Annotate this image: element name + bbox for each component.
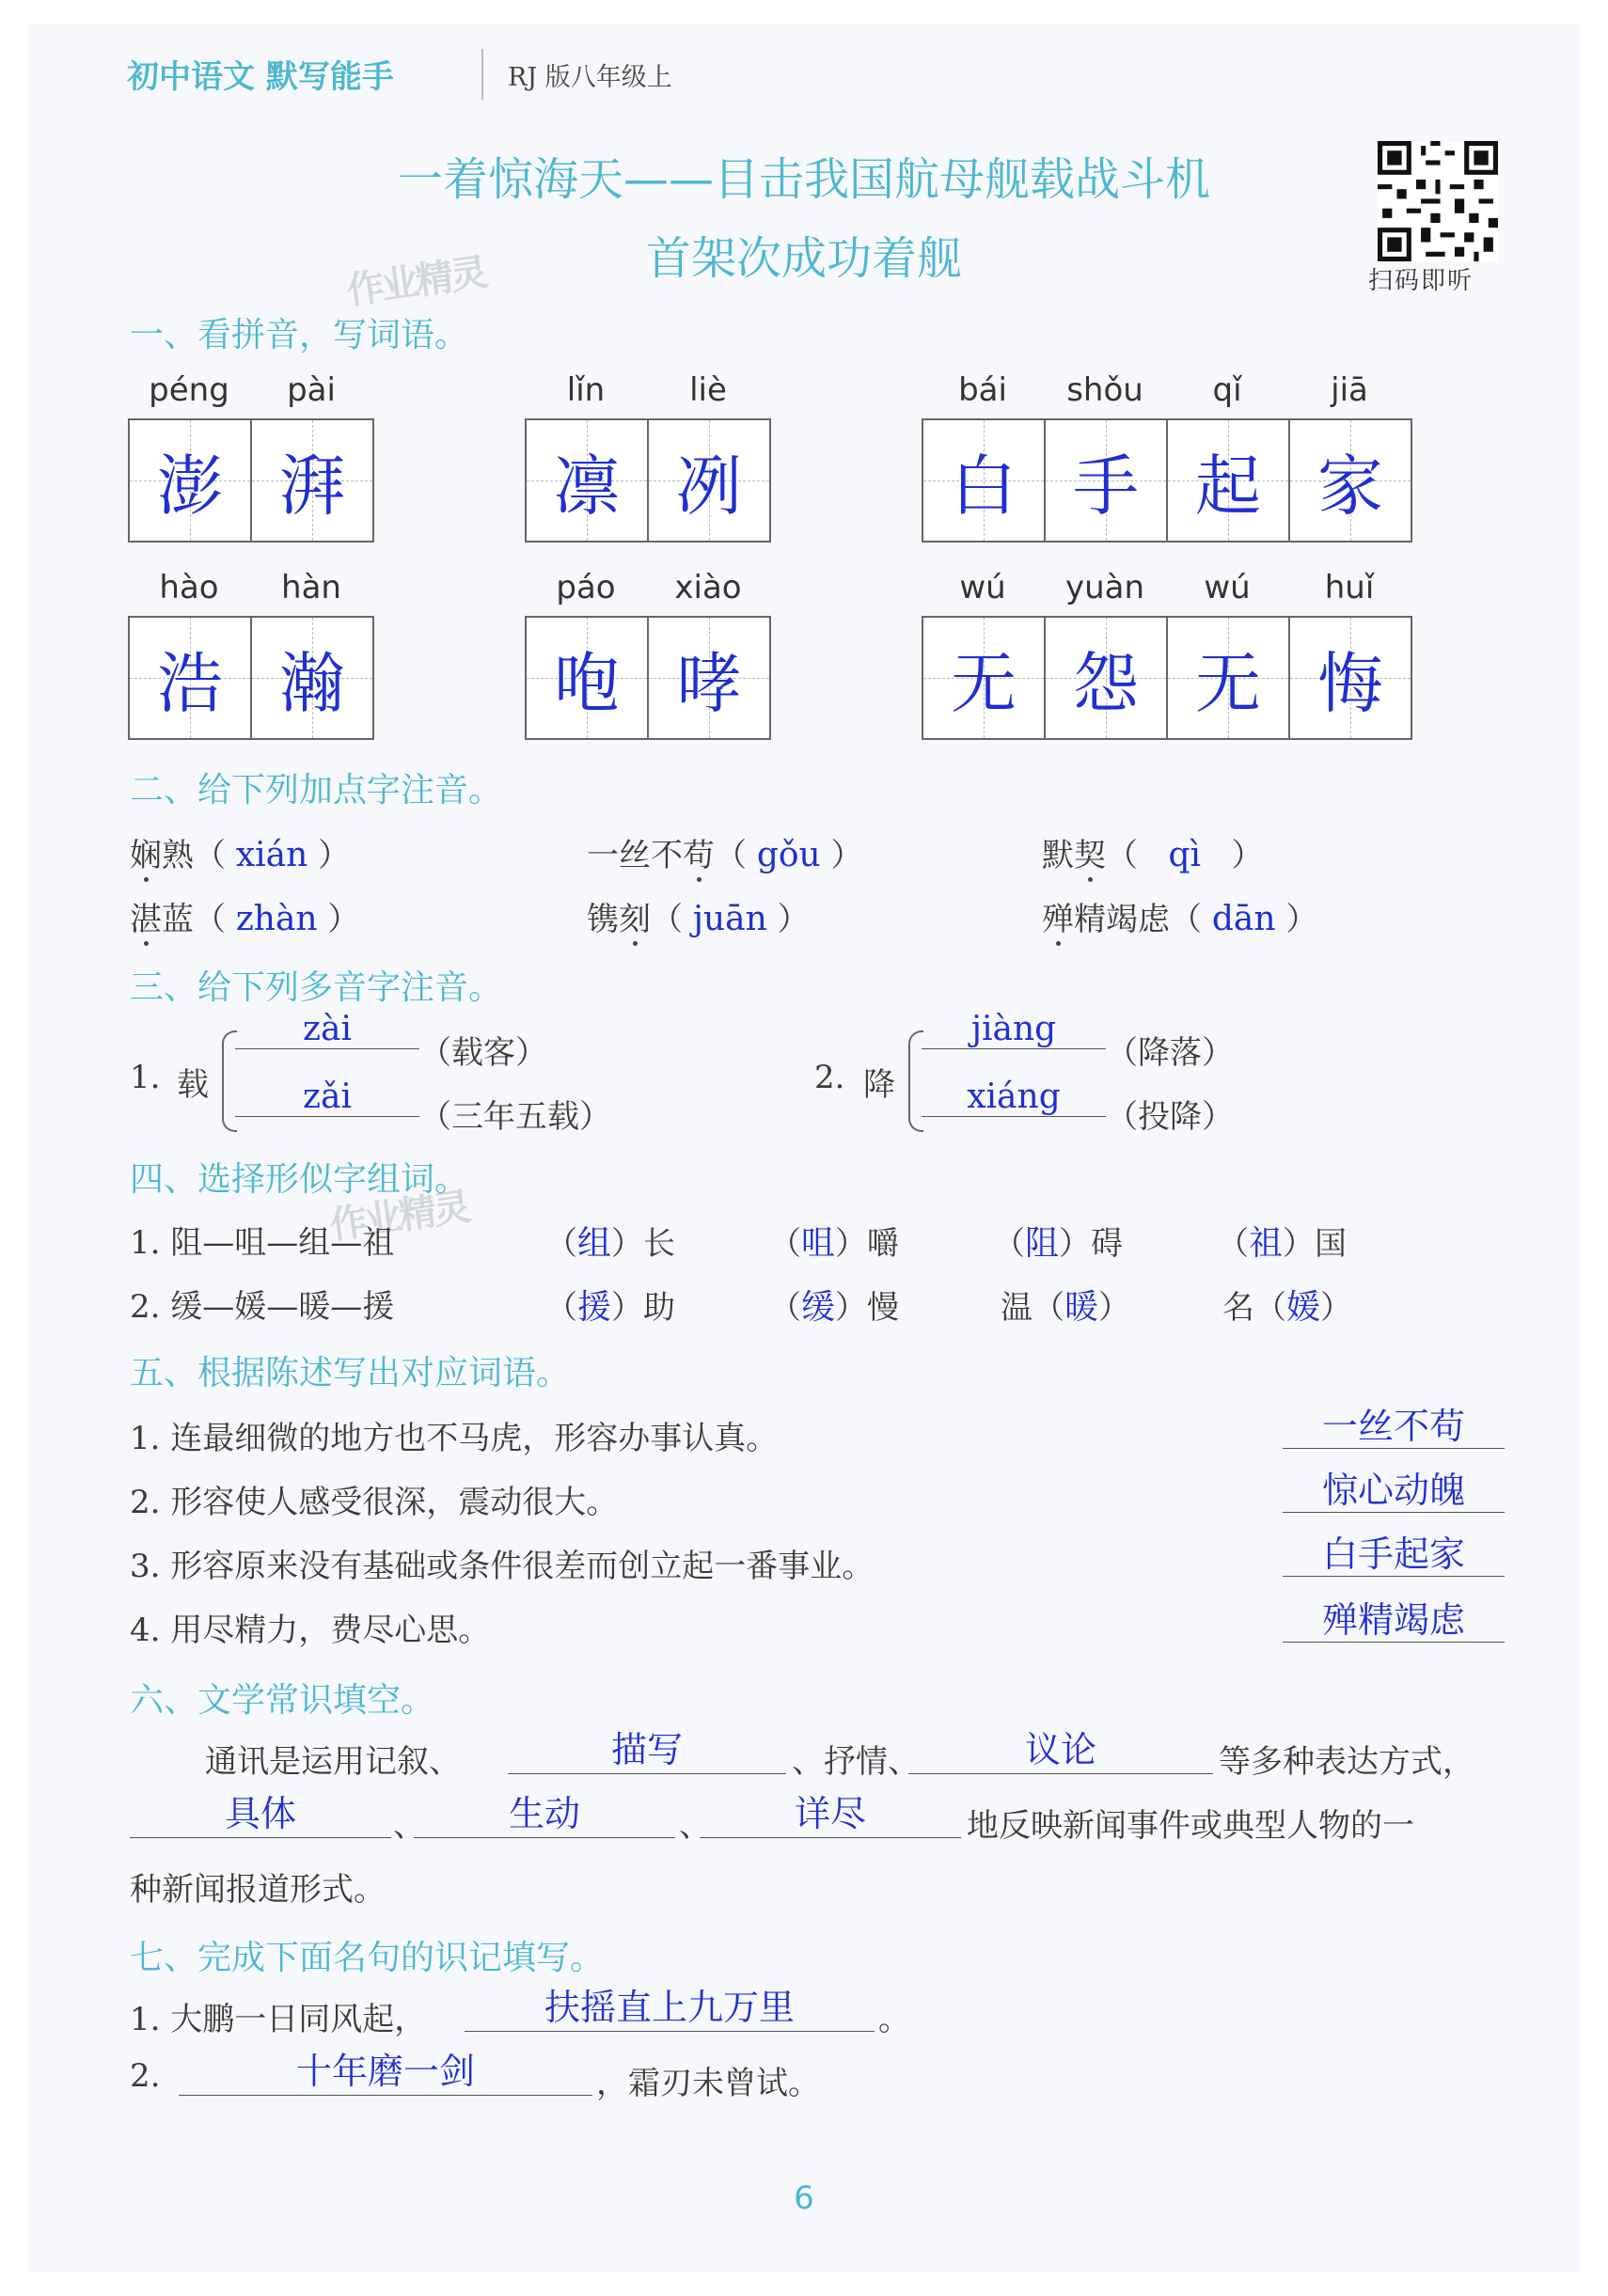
written-char: 怨 [1073,644,1139,722]
pinyin-label: hàn [281,569,341,606]
dotted-char: 契 [1074,837,1106,874]
header-divider [481,49,483,100]
pinyin-label: shǒu [1066,371,1143,409]
word-item: （阻）碍 [993,1224,1124,1263]
section-2-heading: 二、给下列加点字注音。 [130,771,503,810]
written-char: 起 [1195,447,1261,525]
idiom-answer: 一丝不苟 [1283,1397,1505,1449]
char-group-label: 1. 阻—咀—组—祖 [130,1224,395,1262]
qr-code-icon[interactable] [1378,141,1498,261]
pinyin-item: 一丝不苟（ gǒu ） [587,836,863,874]
pinyin-answer: qì [1168,836,1201,874]
series-title: 初中语文 默写能手 [127,58,394,96]
paragraph-text: 、抒情、 [792,1743,920,1781]
reading-word: （降落） [1106,1034,1234,1072]
item-rest: 蓝 [162,901,194,938]
char-grid [922,418,1412,543]
char-grid [922,616,1412,740]
pinyin-label: wú [1204,569,1251,606]
item-number: 1. [130,1059,161,1096]
item-rest: 精竭虑 [1074,901,1170,938]
written-char: 瀚 [279,644,345,722]
fill-answer: 具体 [130,1785,391,1838]
pinyin-word-group [128,569,372,606]
written-char: 澎 [157,447,223,525]
char-grid [128,418,374,543]
written-char: 无 [951,644,1017,722]
pinyin-label: bái [958,371,1007,409]
reading-answer: xiáng [922,1077,1106,1117]
pinyin-label: páo [556,569,616,606]
reading-word: （投降） [1106,1098,1234,1136]
char-answer: 组 [577,1224,612,1263]
verse-answer: 扶摇直上九万里 [465,1978,875,2032]
written-char: 浩 [157,644,223,722]
word-item: （组）长 [545,1224,676,1263]
word-item: （缓）慢 [769,1288,900,1327]
lesson-title-line1: 一着惊海天——目击我国航母舰载战斗机 [397,153,1210,206]
verse-text: ，霜刃未曾试。 [596,2065,820,2102]
idiom-answer: 惊心动魄 [1283,1461,1505,1513]
reading-word: （载客） [419,1034,547,1072]
written-char: 手 [1073,447,1139,525]
fill-answer: 详尽 [700,1785,961,1838]
pinyin-word-group [922,569,1411,606]
written-char: 家 [1317,447,1383,525]
word-item: （祖）国 [1217,1224,1348,1263]
pinyin-label: péng [149,371,229,409]
section-7-heading: 七、完成下面名句的识记填写。 [130,1939,605,1977]
written-char: 湃 [279,447,345,525]
pinyin-answer: juān [692,900,767,938]
pinyin-word-group [128,371,372,409]
written-char: 无 [1195,644,1261,722]
word-item: 名（媛） [1222,1288,1353,1327]
item-pre: 一丝不 [587,837,683,874]
polyphone-char: 降 [863,1066,895,1104]
written-char: 冽 [676,447,742,525]
paragraph-text: 等多种表达方式， [1219,1743,1474,1781]
item-pre: 镌 [587,901,619,938]
section-6-heading: 六、文学常识填空。 [130,1681,435,1720]
char-answer: 媛 [1286,1288,1321,1327]
word-item: 温（暖） [1001,1288,1131,1327]
char-grid [128,616,374,740]
verse-text: 1. 大鹏一日同风起， [130,2001,427,2038]
item-number: 2. [814,1059,845,1096]
pinyin-label: pài [287,371,336,409]
description-text: 2. 形容使人感受很深，震动很大。 [130,1484,619,1521]
description-text: 3. 形容原来没有基础或条件很差而创立起一番事业。 [130,1548,875,1585]
pinyin-word-group [922,371,1411,409]
verse-text: 2. [130,2057,161,2095]
pinyin-label: liè [689,371,727,409]
word-item: （咀）嚼 [769,1224,900,1263]
pinyin-word-group [525,569,769,606]
fill-answer: 议论 [908,1721,1213,1774]
fill-answer: 生动 [414,1785,675,1838]
pinyin-label: jiā [1331,371,1368,409]
pinyin-word-group [525,371,769,409]
pinyin-answer: dān [1211,900,1276,938]
pinyin-label: huǐ [1324,569,1375,606]
reading-answer: zǎi [235,1077,419,1117]
pinyin-label: wú [959,569,1006,606]
polyphone-char: 载 [177,1066,209,1104]
char-answer: 祖 [1249,1224,1284,1263]
pinyin-answer: gǒu [756,836,821,874]
paragraph-text: 种新闻报道形式。 [130,1871,386,1909]
written-char: 白 [951,447,1017,525]
verse-text: 。 [878,2001,910,2038]
item-pre: 默 [1042,837,1074,874]
pinyin-label: hào [159,569,219,606]
page-number: 6 [794,2179,814,2217]
dotted-char: 湛 [130,901,162,938]
char-grid [525,616,771,740]
lesson-title-line2: 首架次成功着舰 [645,232,962,285]
reading-word: （三年五载） [419,1098,611,1136]
pinyin-item: 殚精竭虑（ dān ） [1042,900,1318,938]
watermark: 作业精灵 [327,1185,471,1249]
description-text: 1. 连最细微的地方也不马虎，形容办事认真。 [130,1420,779,1457]
idiom-answer: 白手起家 [1283,1525,1505,1577]
pinyin-label: yuàn [1064,569,1145,606]
verse-answer: 十年磨一剑 [179,2042,592,2096]
pinyin-item: 湛蓝（ zhàn ） [130,900,360,938]
char-group-label: 2. 缓—媛—暖—援 [130,1288,395,1326]
qr-label: 扫码即听 [1368,267,1474,295]
pinyin-item: 默契（ qì ） [1042,836,1264,874]
paragraph-text: 通讯是运用记叙、 [205,1743,461,1781]
pinyin-label: qǐ [1212,371,1242,409]
fill-answer: 描写 [508,1721,786,1774]
dotted-char: 殚 [1042,901,1074,938]
dotted-char: 刻 [619,901,651,938]
dotted-char: 苟 [683,837,715,874]
edition-label: RJ 版八年级上 [508,63,672,92]
paragraph-separator: 、 [393,1807,425,1845]
written-char: 悔 [1317,644,1383,722]
written-char: 哮 [676,644,742,722]
pinyin-label: lǐn [566,371,606,409]
written-char: 凛 [554,447,620,525]
char-grid [525,418,771,543]
pinyin-item: 镌刻（ juān ） [587,900,810,938]
pinyin-label: xiào [674,569,742,606]
description-text: 4. 用尽精力，费尽心思。 [130,1612,491,1649]
dotted-char: 娴 [130,837,162,874]
reading-answer: zài [235,1010,419,1049]
pinyin-item: 娴熟（ xián ） [130,836,351,874]
word-item: （援）助 [545,1288,676,1327]
char-answer: 阻 [1025,1224,1060,1263]
char-answer: 援 [577,1288,612,1327]
pinyin-answer: zhàn [235,900,318,938]
pinyin-answer: xián [235,836,308,874]
paragraph-separator: 、 [679,1807,711,1845]
reading-answer: jiàng [922,1010,1106,1049]
char-answer: 咀 [801,1224,836,1263]
section-4-heading: 四、选择形似字组词。 [130,1160,469,1199]
section-1-heading: 一、看拼音，写词语。 [130,316,469,354]
char-answer: 缓 [801,1288,836,1327]
section-3-heading: 三、给下列多音字注音。 [130,968,503,1007]
item-rest: 熟 [162,837,194,874]
section-5-heading: 五、根据陈述写出对应词语。 [130,1354,571,1392]
paragraph-text: 地反映新闻事件或典型人物的一 [967,1807,1414,1845]
written-char: 咆 [554,644,620,722]
idiom-answer: 殚精竭虑 [1283,1591,1505,1643]
watermark: 作业精灵 [344,250,488,314]
char-answer: 暖 [1064,1288,1099,1327]
